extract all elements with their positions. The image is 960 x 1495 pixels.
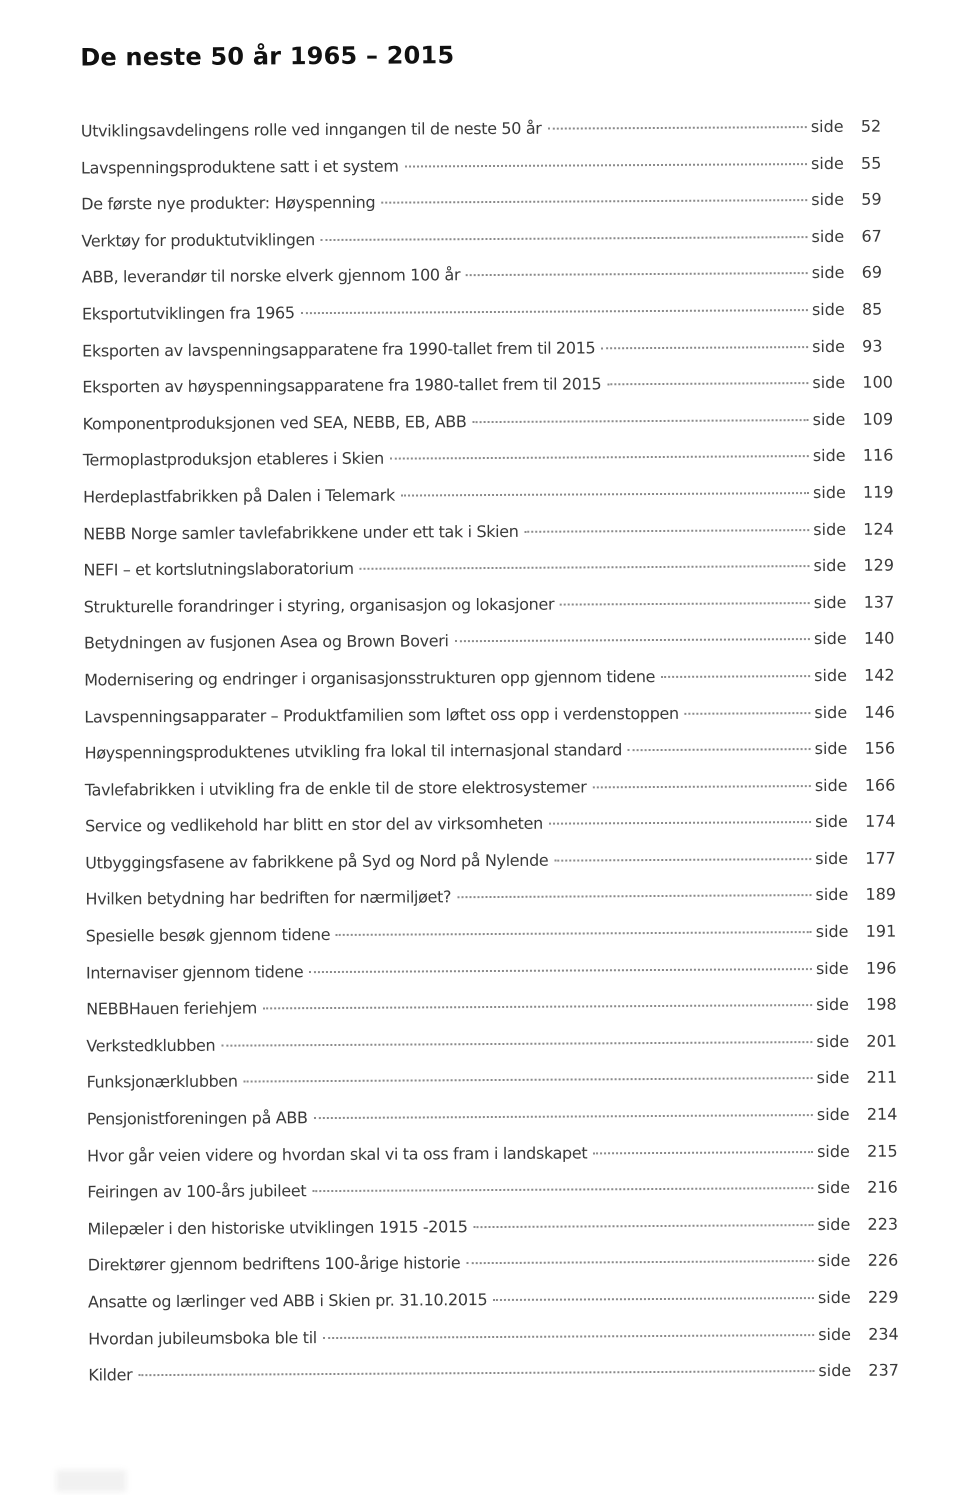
dot-leader — [381, 199, 807, 204]
toc-side-label: side — [816, 1068, 850, 1088]
dot-leader — [457, 895, 811, 899]
toc-entry — [86, 995, 906, 1037]
toc-entry-title: Milepæler i den historiske utviklingen 1915 -2015 — [87, 1216, 468, 1239]
toc-side-label: side — [816, 1141, 850, 1161]
toc-entry — [85, 775, 905, 817]
dot-leader — [390, 455, 809, 460]
toc-side-label: side — [815, 885, 849, 905]
toc-entry-title: Termoplastproduksjon etableres i Skien — [82, 449, 384, 470]
dot-leader — [360, 565, 810, 570]
toc-entry — [85, 812, 905, 854]
toc-page-number: 156 — [864, 738, 896, 758]
toc-entry-title: Spesielle besøk gjennom tidene — [85, 925, 331, 946]
toc-page-number: 214 — [866, 1104, 898, 1124]
dot-leader — [301, 309, 808, 314]
dot-leader — [323, 1334, 814, 1339]
toc-page-number: 142 — [864, 665, 895, 685]
toc-entry-title: Modernisering og endringer i organisasjonsstrukturen opp gjennom tidene — [84, 666, 656, 690]
dot-leader — [593, 1151, 813, 1154]
toc-side-label: side — [812, 409, 846, 429]
toc-entry — [85, 885, 905, 927]
toc-side-label: side — [814, 738, 848, 759]
toc-entry — [84, 629, 904, 671]
toc-side-label: side — [812, 336, 845, 356]
toc-page-number: 177 — [865, 848, 896, 868]
toc-entry — [87, 1178, 907, 1220]
toc-side-label: side — [814, 702, 848, 722]
toc-side-label: side — [814, 775, 848, 795]
dot-leader — [474, 1224, 814, 1228]
toc-entry-title: ABB, leverandør til norske elverk gjennom 100 år — [81, 265, 461, 287]
dot-leader — [221, 1041, 812, 1047]
toc-page-number: 215 — [866, 1141, 898, 1161]
toc-entry — [88, 1361, 908, 1403]
toc-entry-title: NEFI – et kortslutningslaboratorium — [83, 558, 354, 580]
toc-side-label: side — [813, 519, 847, 539]
toc-page-number: 201 — [866, 1031, 897, 1051]
dot-leader — [685, 712, 811, 715]
toc-side-label: side — [817, 1287, 851, 1308]
toc-side-label: side — [811, 190, 845, 210]
toc-entry-title: De første nye produkter: Høyspenning — [81, 192, 376, 214]
toc-side-label: side — [811, 263, 845, 283]
toc-page-number: 116 — [862, 445, 894, 466]
toc-side-label: side — [818, 1361, 852, 1381]
toc-page-number: 55 — [860, 153, 882, 173]
toc-page-number: 234 — [868, 1324, 899, 1344]
toc-page-number: 226 — [867, 1250, 899, 1271]
dot-leader — [405, 163, 807, 167]
toc-side-label: side — [813, 592, 847, 612]
toc-entry — [84, 702, 904, 744]
toc-entry — [82, 299, 902, 341]
toc-side-label: side — [810, 153, 844, 173]
dot-leader — [547, 126, 806, 130]
page-title: De neste 50 år 1965 – 2015 — [80, 41, 455, 72]
toc-entry — [86, 922, 906, 964]
toc-entry — [82, 373, 902, 415]
toc-entry-title: Lavspenningsapparater – Produktfamilien som løftet oss opp i verdenstoppen — [84, 703, 679, 726]
dot-leader — [493, 1297, 814, 1301]
toc-entry-title: NEBB Norge samler tavlefabrikkene under ett tak i Skien — [83, 521, 519, 544]
toc-entry — [81, 226, 901, 268]
toc-page-number: 137 — [863, 592, 895, 612]
toc-page-number: 100 — [862, 372, 893, 392]
toc-page-number: 69 — [861, 262, 883, 283]
toc-side-label: side — [814, 665, 847, 685]
toc-entry — [83, 556, 903, 598]
toc-side-label: side — [811, 226, 845, 246]
toc-entry — [87, 1214, 907, 1256]
toc-page-number: 216 — [867, 1177, 898, 1197]
dot-leader — [601, 346, 808, 349]
toc-entry — [83, 409, 903, 451]
toc-entry-title: Eksporten av høyspenningsapparatene fra 1980-tallet frem til 2015 — [82, 374, 602, 397]
toc-page-number: 237 — [868, 1360, 899, 1380]
toc-side-label: side — [815, 848, 849, 868]
toc-entry-title: Herdeplastfabrikken på Dalen i Telemark — [82, 485, 395, 507]
toc-page-number: 174 — [864, 811, 896, 832]
toc-entry-title: Hvordan jubileumsboka ble til — [88, 1327, 317, 1349]
toc-entry-title: Eksporten av lavspenningsapparatene fra 1990-tallet frem til 2015 — [82, 337, 596, 361]
toc-entry — [87, 1068, 907, 1110]
toc-page-number: 129 — [863, 555, 895, 575]
toc-page-number: 196 — [865, 958, 897, 978]
toc-entry — [87, 1141, 907, 1183]
toc-entry-title: Kilder — [88, 1365, 133, 1385]
toc-page-number: 211 — [866, 1067, 898, 1088]
toc-entry-title: Hvilken betydning har bedriften for nærmiljøet? — [85, 887, 452, 909]
toc-entry — [83, 446, 903, 488]
toc-entry-title: Pensjonistforeningen på ABB — [86, 1108, 308, 1129]
toc-page-number: 85 — [861, 299, 883, 319]
toc-entry-title: Komponentproduksjonen ved SEA, NEBB, EB, ABB — [82, 411, 467, 434]
table-of-contents — [81, 116, 909, 1402]
dot-leader — [309, 968, 812, 973]
toc-side-label: side — [817, 1178, 851, 1198]
toc-side-label: side — [812, 446, 846, 466]
toc-side-label: side — [812, 373, 846, 393]
toc-entry — [83, 482, 903, 524]
dot-leader — [336, 931, 812, 936]
toc-entry-title: Betydningen av fusjonen Asea og Brown Boveri — [83, 631, 449, 653]
toc-entry — [85, 739, 905, 781]
dot-leader — [321, 236, 808, 241]
dot-leader — [314, 1114, 813, 1119]
toc-side-label: side — [816, 1104, 850, 1125]
toc-entry-title: Høyspenningsproduktenes utvikling fra lokal til internasjonal standard — [84, 740, 623, 763]
toc-entry-title: Funksjonærklubben — [86, 1072, 238, 1092]
toc-side-label: side — [815, 921, 849, 942]
toc-side-label: side — [810, 116, 844, 137]
toc-entry — [81, 153, 901, 195]
dot-leader — [466, 272, 808, 276]
toc-side-label: side — [817, 1251, 851, 1271]
dot-leader — [312, 1187, 813, 1192]
toc-page-number: 109 — [862, 409, 894, 429]
toc-side-label: side — [813, 629, 847, 649]
toc-entry-title: Strukturelle forandringer i styring, organisasjon og lokasjoner — [83, 594, 555, 617]
toc-entry — [83, 519, 903, 561]
toc-entry-title: Tavlefabrikken i utvikling fra de enkle til de store elektrosystemer — [84, 777, 587, 800]
toc-entry-title: Utbyggingsfasene av fabrikkene på Syd og Nord på Nylende — [85, 850, 549, 873]
toc-page-number: 191 — [865, 921, 897, 941]
toc-entry — [84, 665, 904, 707]
toc-entry-title: Verktøy for produktutviklingen — [81, 229, 315, 251]
toc-entry — [88, 1251, 908, 1293]
toc-entry — [87, 1105, 907, 1147]
toc-page-number: 189 — [865, 885, 897, 905]
dot-leader — [138, 1370, 814, 1376]
toc-side-label: side — [812, 482, 846, 502]
toc-page-number: 67 — [861, 226, 882, 246]
toc-page-number: 59 — [861, 189, 882, 209]
toc-entry-title: Utviklingsavdelingens rolle ved inngangen til de neste 50 år — [80, 118, 542, 141]
toc-page-number: 140 — [863, 628, 895, 649]
dot-leader — [244, 1077, 813, 1082]
toc-side-label: side — [813, 555, 847, 576]
dot-leader — [472, 419, 808, 423]
toc-page-number: 166 — [864, 775, 896, 795]
toc-side-label: side — [817, 1214, 851, 1234]
toc-page-number: 198 — [866, 994, 897, 1014]
dot-leader — [628, 748, 811, 751]
toc-entry — [81, 116, 901, 158]
toc-entry-title: Lavspenningsproduktene satt i et system — [80, 156, 399, 178]
toc-entry — [84, 592, 904, 634]
toc-side-label: side — [814, 812, 848, 832]
toc-side-label: side — [816, 995, 849, 1015]
toc-side-label: side — [818, 1324, 852, 1344]
dot-leader — [554, 858, 811, 862]
dot-leader — [455, 638, 810, 642]
toc-entry-title: Verkstedklubben — [86, 1035, 216, 1056]
toc-side-label: side — [815, 958, 849, 978]
toc-entry — [82, 263, 902, 305]
toc-entry-title: Feiringen av 100-års jubileet — [87, 1181, 307, 1202]
toc-entry-title: Hvor går veien videre og hvordan skal vi ta oss fram i landskapet — [87, 1143, 588, 1166]
toc-entry-title: Internaviser gjennom tidene — [85, 961, 304, 983]
toc-side-label: side — [811, 299, 845, 320]
dot-leader — [607, 382, 808, 385]
toc-entry — [86, 1031, 906, 1073]
toc-page-number: 146 — [864, 702, 895, 722]
toc-page-number: 52 — [860, 116, 882, 136]
toc-side-label: side — [816, 1031, 850, 1051]
dot-leader — [466, 1260, 813, 1264]
toc-entry — [88, 1324, 908, 1366]
dot-leader — [401, 492, 809, 496]
toc-page-number: 124 — [863, 519, 894, 539]
toc-page-number: 229 — [867, 1287, 899, 1307]
dot-leader — [592, 785, 810, 788]
toc-entry-title: Ansatte og lærlinger ved ABB i Skien pr. 31.10.2015 — [87, 1290, 488, 1312]
dot-leader — [661, 675, 810, 678]
toc-entry-title: NEBBHauen feriehjem — [86, 998, 258, 1019]
toc-entry-title: Service og vedlikehold har blitt en stor del av virksomheten — [84, 813, 543, 836]
toc-entry — [86, 958, 906, 1000]
toc-entry — [81, 190, 901, 232]
toc-entry — [88, 1287, 908, 1329]
toc-page-number: 93 — [862, 336, 883, 356]
toc-page-number: 223 — [867, 1214, 899, 1234]
toc-entry-title: Direktører gjennom bedriftens 100-årige historie — [87, 1253, 461, 1275]
dot-leader — [549, 821, 811, 825]
dot-leader — [560, 602, 810, 606]
dot-leader — [525, 529, 810, 533]
toc-entry — [85, 848, 905, 890]
scan-smudge — [56, 1470, 126, 1492]
toc-page-number: 119 — [862, 482, 894, 502]
dot-leader — [263, 1004, 812, 1009]
toc-entry — [82, 336, 902, 378]
toc-entry-title: Eksportutviklingen fra 1965 — [81, 303, 295, 324]
